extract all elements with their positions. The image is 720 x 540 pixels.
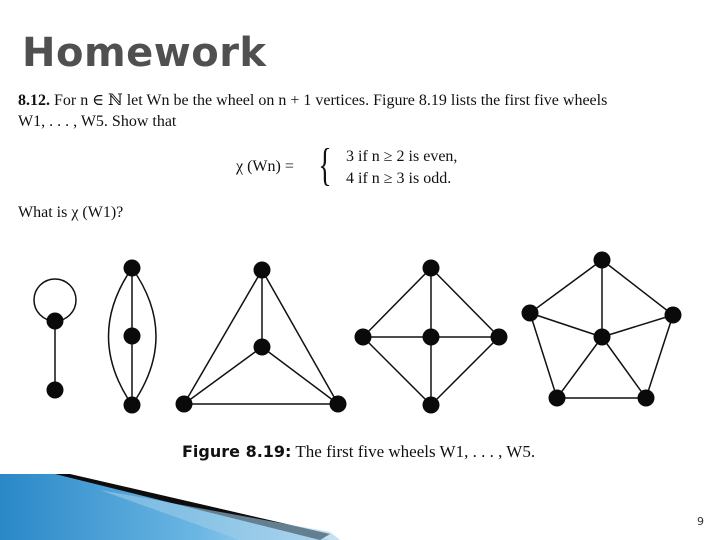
vertex bbox=[423, 260, 440, 277]
vertex bbox=[423, 329, 440, 346]
problem-line-1 bbox=[18, 90, 708, 111]
formula-lhs: χ (Wn) = bbox=[236, 158, 294, 175]
problem-line1-text: For n ∈ ℕ let Wn be the wheel on n + 1 vertices. Figure 8.19 lists the first five wheels bbox=[54, 92, 608, 109]
vertex bbox=[124, 260, 141, 277]
page-number: 9 bbox=[697, 515, 704, 528]
vertex bbox=[549, 390, 566, 407]
vertex bbox=[423, 397, 440, 414]
vertex bbox=[594, 252, 611, 269]
problem-line2-text: W1, . . . , W5. Show that bbox=[18, 113, 177, 130]
vertex bbox=[491, 329, 508, 346]
vertex bbox=[638, 390, 655, 407]
wheel-graphs-figure bbox=[0, 240, 720, 440]
decorative-footer-swoosh bbox=[0, 470, 720, 540]
formula-case-odd: 4 if n ≥ 3 is odd. bbox=[346, 170, 452, 187]
figure-label: Figure 8.19: bbox=[182, 442, 292, 461]
slide-title: Homework bbox=[22, 30, 267, 76]
vertex bbox=[330, 396, 347, 413]
vertex bbox=[254, 339, 271, 356]
problem-text bbox=[18, 90, 708, 132]
vertex bbox=[124, 328, 141, 345]
problem-number: 8.12. bbox=[18, 92, 50, 109]
vertex bbox=[355, 329, 372, 346]
question-text: What is χ (W1)? bbox=[18, 204, 124, 221]
figure-caption-text: The first five wheels W1, . . . , W5. bbox=[295, 442, 536, 461]
figure-caption bbox=[182, 442, 535, 462]
vertex bbox=[124, 397, 141, 414]
vertex bbox=[594, 329, 611, 346]
formula-brace: { bbox=[318, 139, 332, 190]
vertex bbox=[176, 396, 193, 413]
vertex bbox=[254, 262, 271, 279]
formula-case-even: 3 if n ≥ 2 is even, bbox=[346, 148, 458, 165]
vertex bbox=[47, 382, 64, 399]
wheel-w1 bbox=[34, 279, 76, 390]
vertex bbox=[47, 313, 64, 330]
vertex bbox=[522, 305, 539, 322]
wheel-w3 bbox=[184, 270, 338, 404]
vertex bbox=[665, 307, 682, 324]
